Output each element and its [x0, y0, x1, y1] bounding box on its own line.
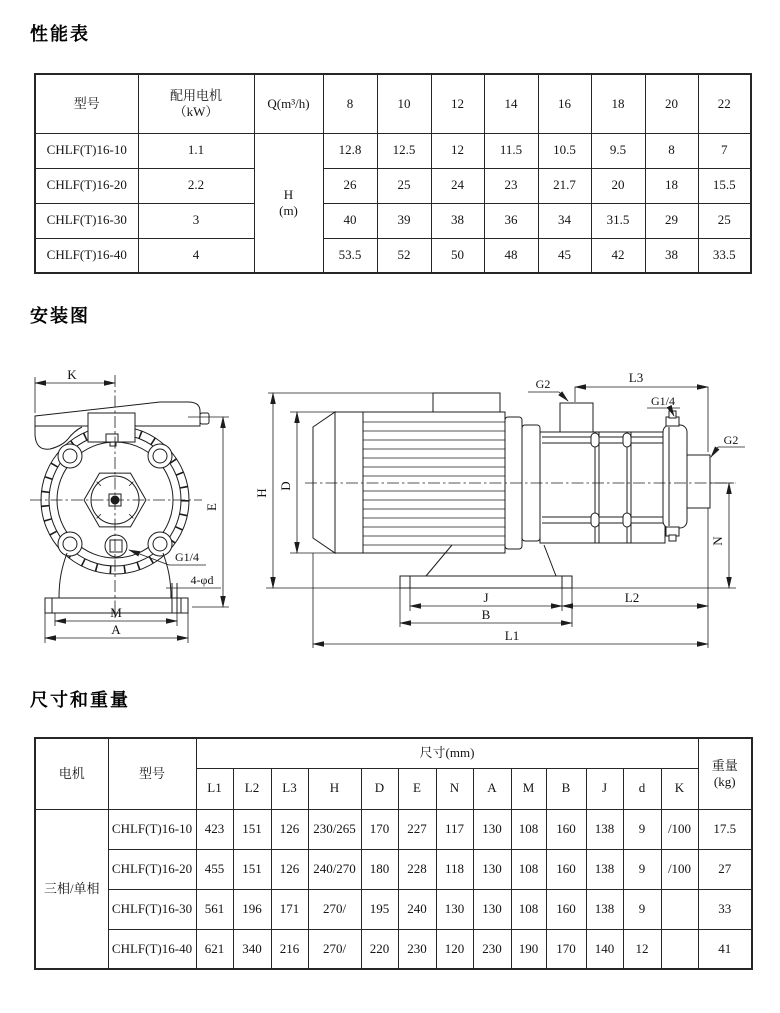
port-label-g2-outlet: G2: [723, 433, 739, 447]
performance-table: [34, 73, 752, 274]
dim-label-d: D: [278, 481, 293, 491]
dim-value-cell: 220: [361, 929, 398, 969]
flow-column-header: Q(m³/h): [254, 74, 323, 133]
motor-power-column-header: [138, 74, 254, 133]
table-row: [35, 929, 752, 969]
model-cell: CHLF(T)16-30: [35, 203, 138, 238]
table-row: [35, 203, 751, 238]
dim-value-cell: 455: [196, 849, 233, 889]
flow-value-header-cell: 20: [645, 74, 698, 133]
dim-label-l2: L2: [624, 590, 640, 605]
dim-header-cell: N: [436, 768, 473, 809]
port-label-g2-inlet: G2: [535, 377, 551, 391]
dim-value-cell: 270/: [308, 889, 361, 929]
dim-value-cell: 230: [473, 929, 511, 969]
dim-value-cell: 151: [233, 849, 271, 889]
dim-value-cell: 171: [271, 889, 308, 929]
head-value-cell: 33.5: [698, 238, 751, 273]
dim-value-cell: 108: [511, 889, 546, 929]
flow-value-header-cell: 16: [538, 74, 591, 133]
dim-value-cell: /100: [661, 809, 698, 849]
table-header-row: [35, 738, 752, 768]
dim-value-cell: 130: [436, 889, 473, 929]
head-value-cell: 38: [431, 203, 484, 238]
head-value-cell: 26: [323, 168, 377, 203]
dim-value-cell: 170: [546, 929, 586, 969]
pump-front-view: [30, 367, 229, 643]
end-cover: [663, 425, 687, 528]
dim-value-cell: 190: [511, 929, 546, 969]
dim-value-cell: 227: [398, 809, 436, 849]
fan-cover: [313, 412, 335, 553]
head-value-cell: 45: [538, 238, 591, 273]
head-value-cell: 15.5: [698, 168, 751, 203]
flow-value-header-cell: 8: [323, 74, 377, 133]
dim-value-cell: 196: [233, 889, 271, 929]
dim-header-cell: M: [511, 768, 546, 809]
dim-label-l3: L3: [628, 370, 644, 385]
dim-value-cell: 9: [623, 809, 661, 849]
model-column-header: 型号: [35, 74, 138, 133]
port-label-g14-front: G1/4: [175, 550, 199, 564]
dim-value-cell: 118: [436, 849, 473, 889]
head-value-cell: 9.5: [591, 133, 645, 168]
weight-line1: 重量: [711, 757, 738, 773]
weight-cell: 41: [698, 929, 752, 969]
dim-value-cell: 120: [436, 929, 473, 969]
head-value-cell: 12: [431, 133, 484, 168]
dim-value-cell: 423: [196, 809, 233, 849]
head-value-cell: 12.8: [323, 133, 377, 168]
dim-header-cell: L3: [271, 768, 308, 809]
head-value-cell: 48: [484, 238, 538, 273]
head-value-cell: 11.5: [484, 133, 538, 168]
dim-value-cell: 230: [398, 929, 436, 969]
head-value-cell: 24: [431, 168, 484, 203]
dim-value-cell: 130: [473, 889, 511, 929]
dim-value-cell: 270/: [308, 929, 361, 969]
drain-port: [105, 535, 127, 557]
head-value-cell: 25: [377, 168, 431, 203]
dimensions-table: [34, 737, 753, 970]
dim-value-cell: 138: [586, 849, 623, 889]
head-value-cell: 20: [591, 168, 645, 203]
table-row: [35, 168, 751, 203]
table-header-row: [35, 74, 751, 133]
dim-header-cell: B: [546, 768, 586, 809]
head-value-cell: 18: [645, 168, 698, 203]
flow-value-header-cell: 14: [484, 74, 538, 133]
model-column-header: 型号: [108, 738, 196, 809]
head-value-cell: 36: [484, 203, 538, 238]
weight-cell: 27: [698, 849, 752, 889]
dim-value-cell: 9: [623, 889, 661, 929]
model-cell: CHLF(T)16-10: [108, 809, 196, 849]
dim-value-cell: 9: [623, 849, 661, 889]
terminal-box: [433, 393, 500, 413]
table-row: [35, 849, 752, 889]
motor-power-line1: 配用电机: [169, 87, 222, 103]
dim-value-cell: 108: [511, 849, 546, 889]
bolt-hole-label-4phid: 4-φd: [190, 573, 214, 587]
dim-header-cell: H: [308, 768, 361, 809]
head-value-cell: 50: [431, 238, 484, 273]
dim-value-cell: 230/265: [308, 809, 361, 849]
dim-header-cell: L1: [196, 768, 233, 809]
model-cell: CHLF(T)16-20: [108, 849, 196, 889]
motor-type-cell: 三相/单相: [35, 809, 108, 969]
head-unit-line2: (m): [279, 202, 298, 218]
dim-label-n: N: [710, 536, 725, 546]
dim-value-cell: 170: [361, 809, 398, 849]
table-row: [35, 889, 752, 929]
bracket-clip: [200, 413, 209, 424]
weight-line2: (kg): [713, 773, 736, 789]
head-value-cell: 8: [645, 133, 698, 168]
dim-value-cell: 130: [473, 849, 511, 889]
head-unit-cell: [254, 133, 323, 273]
dim-value-cell: [661, 929, 698, 969]
head-value-cell: 52: [377, 238, 431, 273]
dim-value-cell: 138: [586, 889, 623, 929]
head-value-cell: 12.5: [377, 133, 431, 168]
head-value-cell: 34: [538, 203, 591, 238]
dim-value-cell: 216: [271, 929, 308, 969]
model-cell: CHLF(T)16-40: [35, 238, 138, 273]
dim-value-cell: 138: [586, 809, 623, 849]
dim-label-k: K: [67, 367, 77, 382]
table-row: [35, 133, 751, 168]
head-value-cell: 10.5: [538, 133, 591, 168]
dim-header-cell: d: [623, 768, 661, 809]
dims-group-header: 尺寸(mm): [196, 738, 698, 768]
dim-header-cell: L2: [233, 768, 271, 809]
dim-value-cell: [661, 889, 698, 929]
pump-side-view: [254, 370, 745, 648]
dim-value-cell: /100: [661, 849, 698, 889]
performance-section-title: 性能表: [30, 24, 90, 44]
head-value-cell: 7: [698, 133, 751, 168]
model-cell: CHLF(T)16-20: [35, 168, 138, 203]
dim-header-cell: K: [661, 768, 698, 809]
head-value-cell: 21.7: [538, 168, 591, 203]
dim-value-cell: 195: [361, 889, 398, 929]
dim-header-cell: J: [586, 768, 623, 809]
dim-value-cell: 117: [436, 809, 473, 849]
power-cell: 4: [138, 238, 254, 273]
dim-value-cell: 160: [546, 849, 586, 889]
head-value-cell: 29: [645, 203, 698, 238]
dim-header-cell: D: [361, 768, 398, 809]
head-value-cell: 40: [323, 203, 377, 238]
head-value-cell: 38: [645, 238, 698, 273]
table-row: [35, 238, 751, 273]
suction-port: [560, 403, 593, 432]
power-cell: 2.2: [138, 168, 254, 203]
dim-header-cell: E: [398, 768, 436, 809]
model-cell: CHLF(T)16-30: [108, 889, 196, 929]
head-value-cell: 39: [377, 203, 431, 238]
dim-value-cell: 561: [196, 889, 233, 929]
dim-value-cell: 12: [623, 929, 661, 969]
head-value-cell: 53.5: [323, 238, 377, 273]
head-value-cell: 31.5: [591, 203, 645, 238]
dim-label-j: J: [483, 590, 489, 605]
weight-column-header: [698, 738, 752, 809]
motor-power-line2: （kW）: [173, 103, 219, 119]
table-row: [35, 809, 752, 849]
dim-value-cell: 621: [196, 929, 233, 969]
dim-value-cell: 240: [398, 889, 436, 929]
dim-value-cell: 240/270: [308, 849, 361, 889]
power-cell: 3: [138, 203, 254, 238]
dim-label-l1: L1: [504, 628, 520, 643]
dim-value-cell: 160: [546, 809, 586, 849]
installation-section-title: 安装图: [30, 306, 90, 326]
head-unit-line1: H: [283, 186, 294, 202]
dimensions-section-title: 尺寸和重量: [30, 690, 130, 710]
dim-value-cell: 340: [233, 929, 271, 969]
dim-label-e: E: [204, 503, 219, 511]
port-label-g14-side: G1/4: [651, 394, 675, 408]
model-cell: CHLF(T)16-10: [35, 133, 138, 168]
flow-value-header-cell: 10: [377, 74, 431, 133]
discharge-port: [687, 455, 710, 508]
dim-value-cell: 160: [546, 889, 586, 929]
head-value-cell: 25: [698, 203, 751, 238]
flow-value-header-cell: 18: [591, 74, 645, 133]
dim-value-cell: 126: [271, 809, 308, 849]
dim-header-cell: A: [473, 768, 511, 809]
model-cell: CHLF(T)16-40: [108, 929, 196, 969]
dim-label-b: B: [481, 607, 491, 622]
dim-value-cell: 126: [271, 849, 308, 889]
flow-value-header-cell: 22: [698, 74, 751, 133]
base-plate-side: [400, 576, 572, 588]
head-value-cell: 23: [484, 168, 538, 203]
dim-value-cell: 108: [511, 809, 546, 849]
pump-barrel: [540, 432, 665, 543]
dim-value-cell: 180: [361, 849, 398, 889]
dim-label-a: A: [111, 622, 121, 637]
installation-drawing: [20, 355, 760, 665]
weight-cell: 17.5: [698, 809, 752, 849]
top-port-block: [88, 413, 135, 442]
motor-body: [335, 412, 505, 553]
pedestal: [59, 553, 67, 598]
dim-value-cell: 228: [398, 849, 436, 889]
dim-value-cell: 140: [586, 929, 623, 969]
weight-cell: 33: [698, 889, 752, 929]
dim-label-m: M: [110, 605, 122, 620]
dim-label-h: H: [254, 488, 269, 498]
head-value-cell: 42: [591, 238, 645, 273]
motor-column-header: 电机: [35, 738, 108, 809]
power-cell: 1.1: [138, 133, 254, 168]
dim-value-cell: 151: [233, 809, 271, 849]
flow-value-header-cell: 12: [431, 74, 484, 133]
dim-value-cell: 130: [473, 809, 511, 849]
